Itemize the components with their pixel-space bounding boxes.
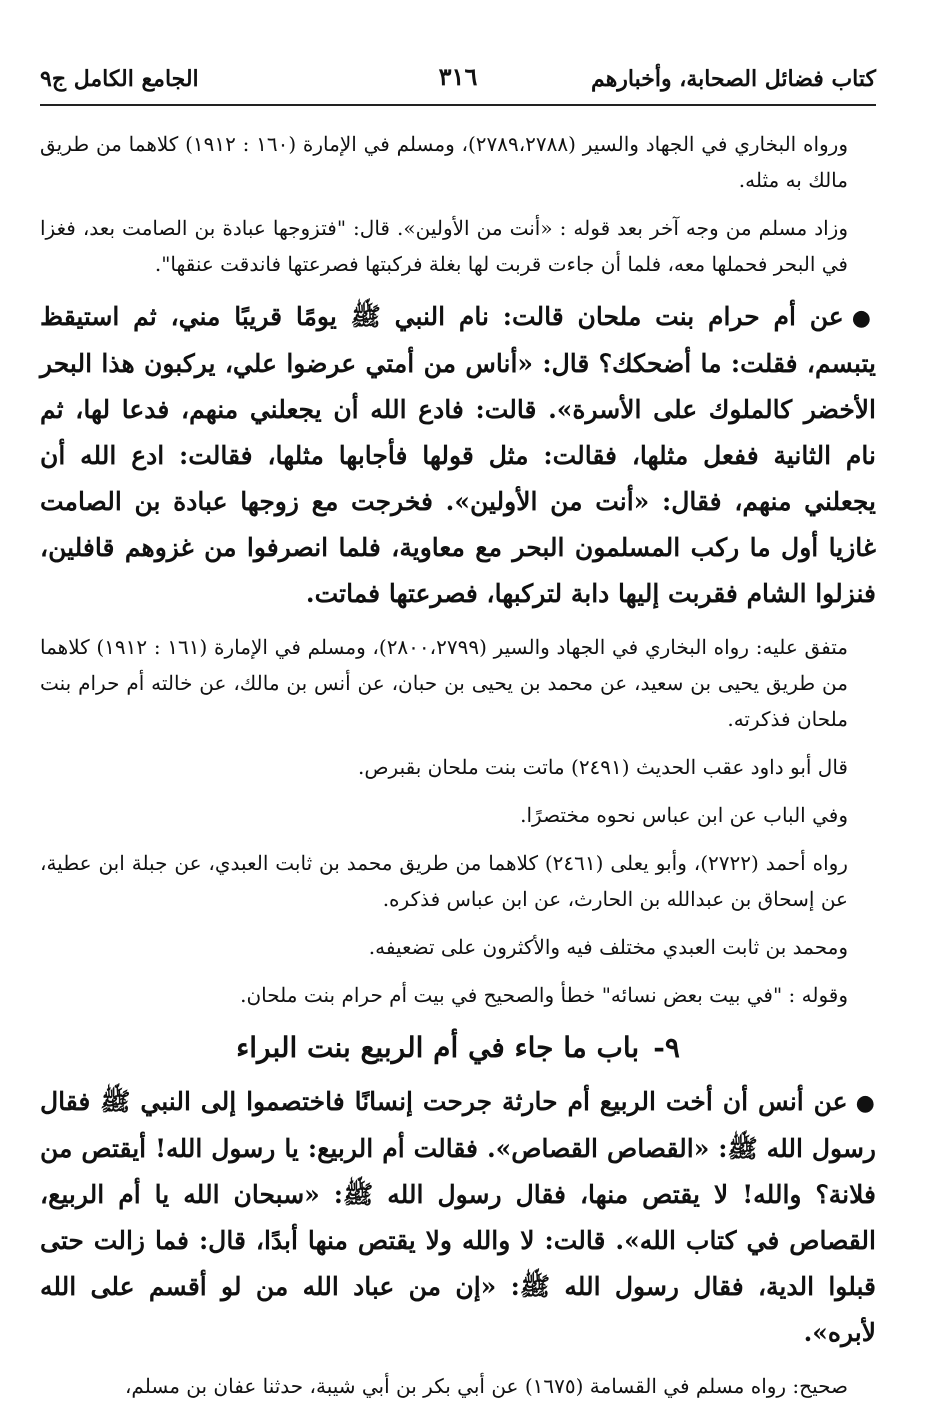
commentary-paragraph: صحيح: رواه مسلم في القسامة (١٦٧٥) عن أبي بكر بن أبي شيبة، حدثنا عفان بن مسلم، xyxy=(124,1374,848,1398)
hadith-text: عن أم حرام بنت ملحان قالت: نام النبي ﷺ يومًا قريبًا مني، ثم استيقظ يتبسم، فقلت: ما أضحكك؟ قال: «أناس من أمتي عرضوا علي، يركبون هذا البحر الأخضر كالملوك على الأسرة». قالت: فادع الله أن يجعلني منهم، فدعا لها، ثم نام الثانية ففعل مثلها، فقالت: مثل قولها فأجابها مثلها، فقالت: ادع الله أن يجعلني منهم، فقال: «أنت من الأولين». فخرجت مع زوجها عبادة بن الصامت غازيا أول ما ركب المسلمون البحر مع معاوية، فلما انصرفوا من غزوهم قافلين، فنزلوا الشام فقربت إليها دابة لتركبها، فصرعتها فماتت. xyxy=(40,302,876,608)
hadith-paragraph xyxy=(40,294,876,617)
bullet-icon: ● xyxy=(855,1090,876,1116)
commentary-paragraph: وفي الباب عن ابن عباس نحوه مختصرًا. xyxy=(520,803,848,827)
commentary-paragraph: وزاد مسلم من وجه آخر بعد قوله : «أنت من الأولين». قال: "فتزوجها عبادة بن الصامت بعد، فغزا في البحر فحملها معه، فلما أن جاءت قربت لها بغلة فركبتها فصرعتها فاندقت عنقها". xyxy=(40,216,848,276)
chapter-title: باب ما جاء في أم الربيع بنت البراء xyxy=(236,1031,640,1064)
bullet-icon: ● xyxy=(851,305,876,331)
page-number: ٣١٦ xyxy=(438,62,478,91)
commentary-paragraph: وقوله : "في بيت بعض نسائه" خطأ والصحيح في بيت أم حرام بنت ملحان. xyxy=(240,983,848,1007)
header-volume-title: الجامع الكامل ج٩ xyxy=(40,66,199,92)
page-header xyxy=(40,62,876,106)
page-body xyxy=(40,126,876,1404)
book-page xyxy=(40,0,876,1398)
commentary-paragraph: متفق عليه: رواه البخاري في الجهاد والسير (٢٨٠٠،٢٧٩٩)، ومسلم في الإمارة (١٦١ : ١٩١٢) كلاهما من طريق يحيى بن سعيد، عن محمد بن يحيى بن حبان، عن أنس بن مالك، عن خالته أم حرام بنت ملحان فذكرته. xyxy=(40,635,848,731)
commentary-paragraph: قال أبو داود عقب الحديث (٢٤٩١) ماتت بنت ملحان بقبرص. xyxy=(358,755,848,779)
hadith-paragraph xyxy=(40,1079,876,1356)
chapter-heading xyxy=(40,1023,876,1073)
chapter-number: ٩- xyxy=(653,1031,680,1064)
commentary-paragraph: ورواه البخاري في الجهاد والسير (٢٧٨٩،٢٧٨٨)، ومسلم في الإمارة (١٦٠ : ١٩١٢) كلاهما من طريق مالك به مثله. xyxy=(40,132,849,192)
commentary-paragraph: ومحمد بن ثابت العبدي مختلف فيه والأكثرون على تضعيفه. xyxy=(368,935,848,959)
hadith-text: عن أنس أن أخت الربيع أم حارثة جرحت إنسانًا فاختصموا إلى النبي ﷺ فقال رسول الله ﷺ: «القصاص القصاص». فقالت أم الربيع: يا رسول الله! أيقتص من فلانة؟ والله! لا يقتص منها، فقال رسول الله ﷺ: «سبحان الله يا أم الربيع، القصاص في كتاب الله». قالت: لا والله ولا يقتص منها أبدًا، قال: فما زالت حتى قبلوا الدية، فقال رسول الله ﷺ: «إن من عباد الله من لو أقسم على الله لأبره». xyxy=(40,1087,876,1347)
header-book-section: كتاب فضائل الصحابة، وأخبارهم xyxy=(591,66,876,92)
commentary-paragraph: رواه أحمد (٢٧٢٢)، وأبو يعلى (٢٤٦١) كلاهما من طريق محمد بن ثابت العبدي، عن جبلة ابن عطية، عن إسحاق بن عبدالله بن الحارث، عن ابن عباس فذكره. xyxy=(40,851,848,911)
